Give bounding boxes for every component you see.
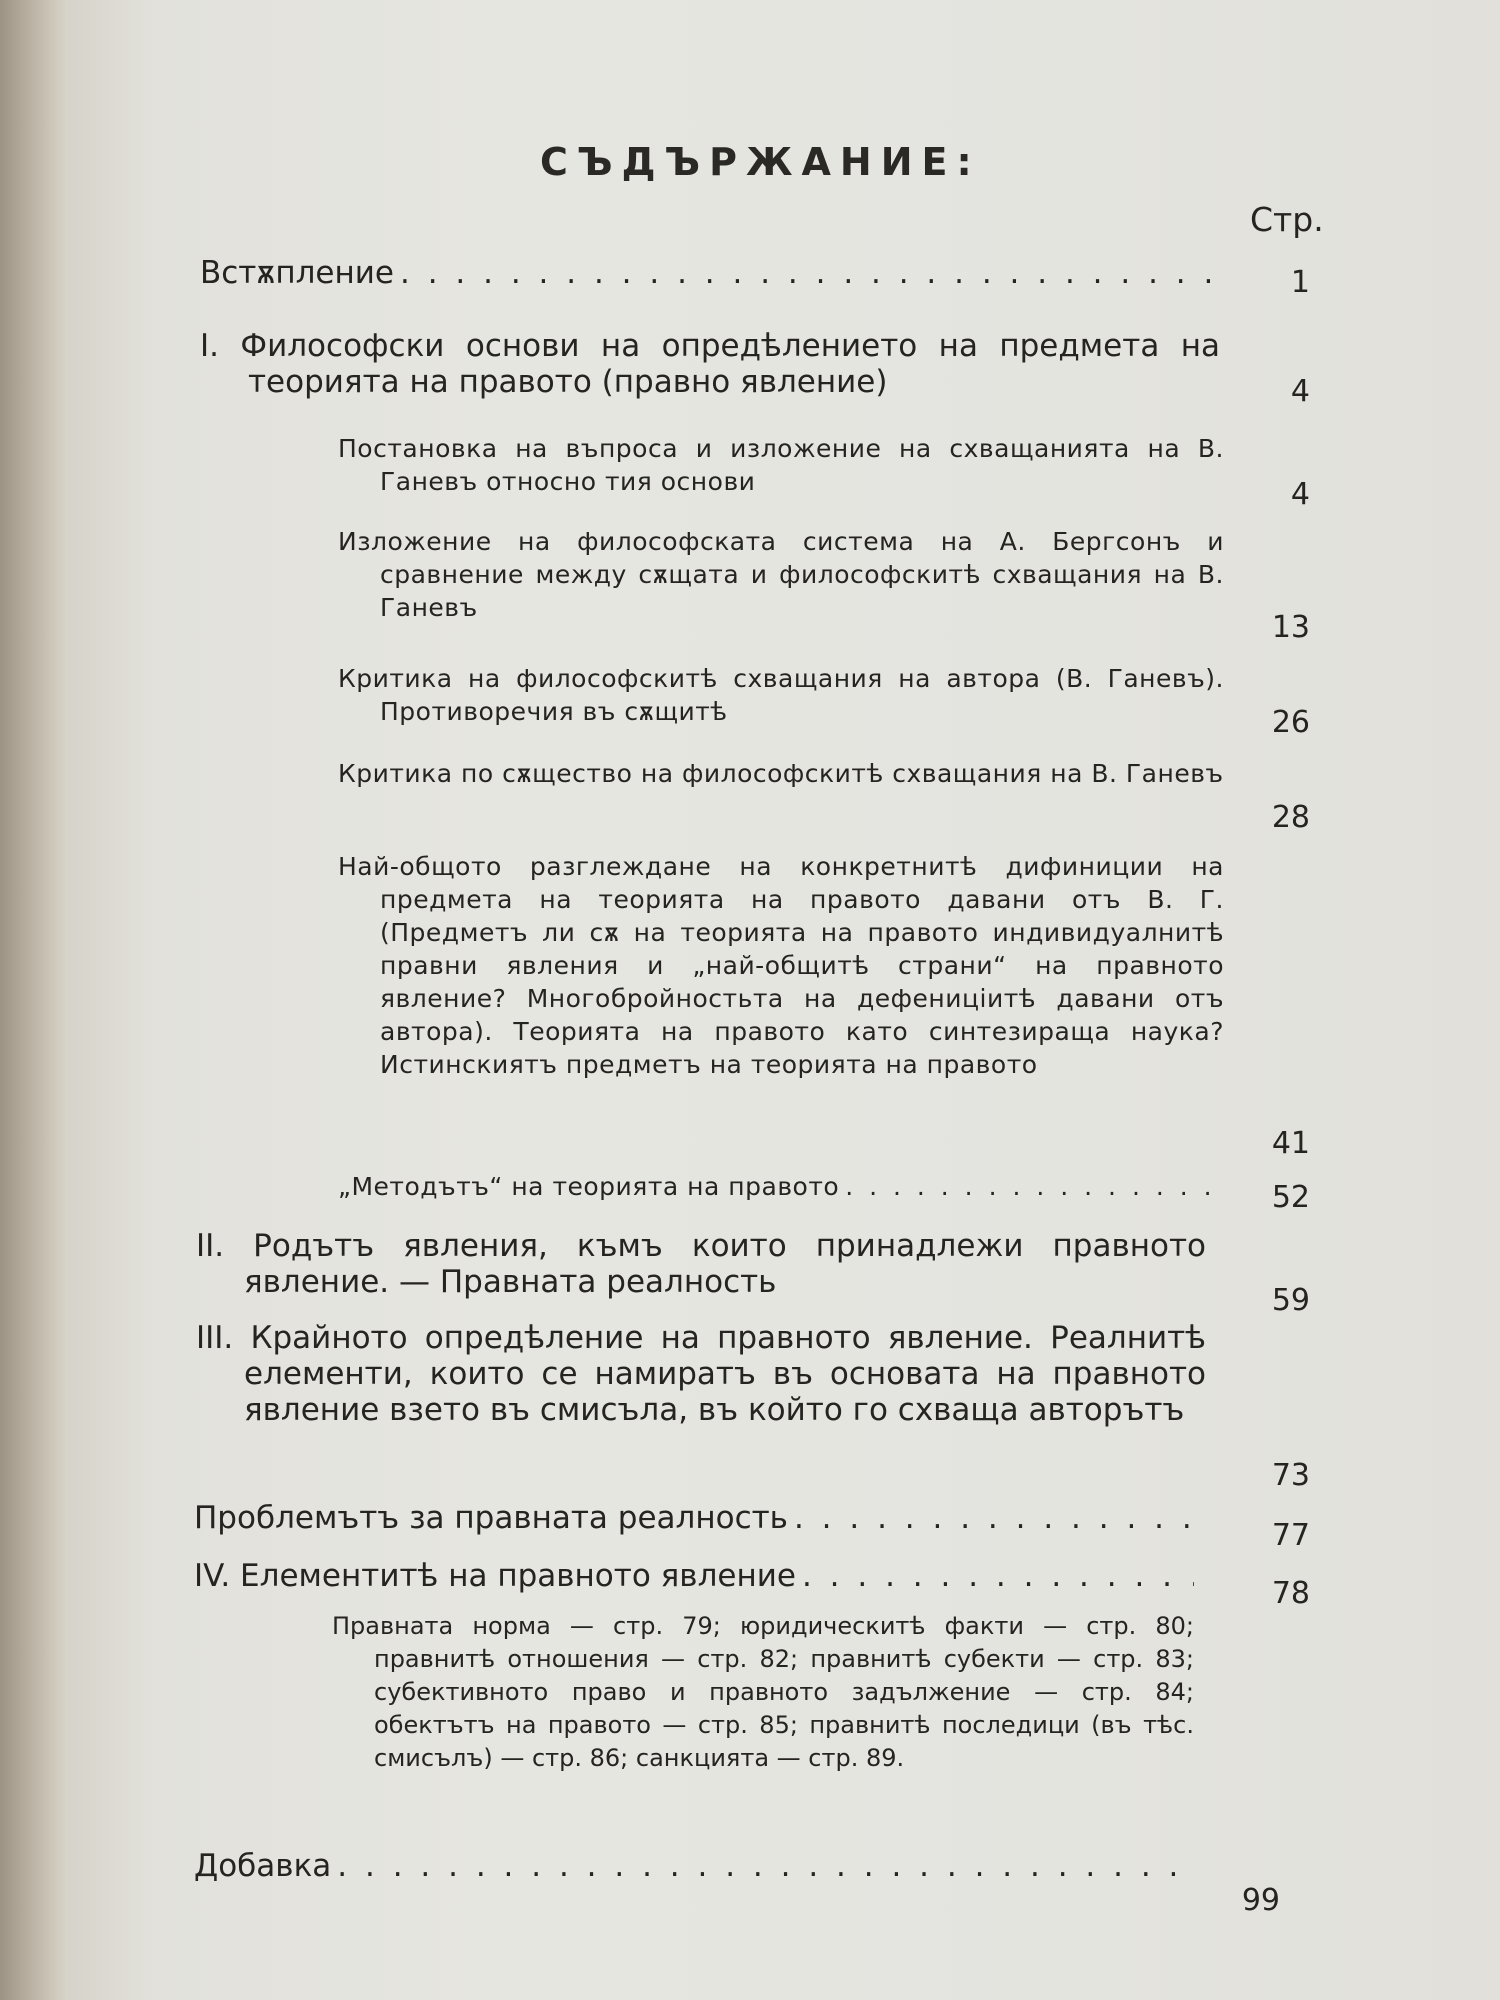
toc-entry-subsection <box>338 525 1224 624</box>
leader-dots <box>802 1558 1194 1594</box>
toc-entry-subsection <box>338 850 1224 1081</box>
toc-entry-subsection <box>338 432 1224 498</box>
toc-entry-chapter-2 <box>196 1228 1206 1300</box>
toc-page-number: 99 <box>1241 1883 1280 1918</box>
toc-entry-text: Добавка <box>194 1848 332 1884</box>
toc-entry-chapter-4 <box>194 1558 1194 1594</box>
toc-entry-element-list <box>332 1610 1194 1775</box>
toc-entry-text: „Методътъ“ на теорията на правото <box>338 1172 840 1201</box>
toc-entry-text: Критика на философскитѣ схващания на автора (В. Ганевъ). Противоречия въ сѫщитѣ <box>338 664 1224 726</box>
toc-entry-text: I. Философски основи на опредѣлението на предмета на теорията на правото (правно явление) <box>200 328 1220 400</box>
page-column-header: Стр. <box>1250 200 1324 239</box>
toc-entry-text: Изложение на философската система на А. Бергсонъ и сравнение между сѫщата и философскитѣ схващания на В. Ганевъ <box>338 527 1224 622</box>
toc-entry-subsection <box>338 662 1224 728</box>
toc-entry-text: Постановка на въпроса и изложение на схващанията на В. Ганевъ относно тия основи <box>338 434 1224 496</box>
toc-entry-introduction <box>200 255 1220 291</box>
toc-page-number: 77 <box>1271 1518 1310 1553</box>
toc-entry-text: Встѫпление <box>200 255 394 291</box>
leader-dots <box>845 1170 1224 1203</box>
book-gutter <box>0 0 68 2000</box>
toc-entry-text: Най-общото разглеждане на конкретнитѣ дифиниции на предмета на теорията на правото давани отъ В. Г. (Предметъ ли сѫ на теорията на правото индивидуалнитѣ правни явления и „най-общитѣ страни“ на правното явление? Многобройностьта на дефеницiитѣ давани отъ автора). Теорията на правото като синтезираща наука? Истинскиятъ предметъ на теорията на правото <box>338 852 1224 1079</box>
toc-entry-text: Проблемътъ за правната реалность <box>194 1500 788 1536</box>
toc-page-number: 26 <box>1271 705 1310 740</box>
toc-entry-legal-reality <box>194 1500 1204 1536</box>
toc-entry-text: Критика по сѫщество на философскитѣ схващания на В. Ганевъ <box>338 759 1224 788</box>
toc-page-number: 73 <box>1271 1458 1310 1493</box>
page-title: СЪДЪРЖАНИЕ: <box>540 140 981 184</box>
toc-page-number: 13 <box>1271 610 1310 645</box>
toc-entry-text: II. Родътъ явления, къмъ които принадлежи правното явление. — Правната реалность <box>196 1228 1206 1300</box>
toc-entry-text: IV. Елементитѣ на правното явление <box>194 1558 796 1594</box>
toc-page-number: 4 <box>1290 477 1310 512</box>
toc-page-number: 1 <box>1290 265 1310 300</box>
toc-page-number: 78 <box>1271 1576 1310 1611</box>
toc-entry-chapter-1 <box>200 328 1220 400</box>
leader-dots <box>400 255 1220 291</box>
toc-entry-text: Правната норма — стр. 79; юридическитѣ факти — стр. 80; правнитѣ отношения — стр. 82; правнитѣ субекти — стр. 83; субективното право и правното задължение — стр. 84; обектътъ на правото — стр. 85; правнитѣ последици (въ тѣс. смисълъ) — стр. 86; санкцията — стр. 89. <box>332 1612 1194 1772</box>
leader-dots <box>794 1500 1204 1536</box>
leader-dots <box>337 1848 1194 1884</box>
toc-page-number: 28 <box>1271 800 1310 835</box>
toc-entry-appendix <box>194 1848 1194 1884</box>
toc-page-number: 59 <box>1271 1283 1310 1318</box>
toc-entry-subsection <box>338 1170 1224 1203</box>
toc-entry-chapter-3 <box>196 1320 1206 1428</box>
toc-page-number: 41 <box>1271 1126 1310 1161</box>
toc-entry-subsection <box>338 757 1224 790</box>
toc-entry-text: III. Крайното опредѣление на правното явление. Реалнитѣ елементи, които се намиратъ въ основата на правното явление взето въ смисъла, въ който го схваща авторътъ <box>196 1320 1206 1428</box>
toc-page-number: 52 <box>1271 1180 1310 1215</box>
toc-page-number: 4 <box>1290 374 1310 409</box>
